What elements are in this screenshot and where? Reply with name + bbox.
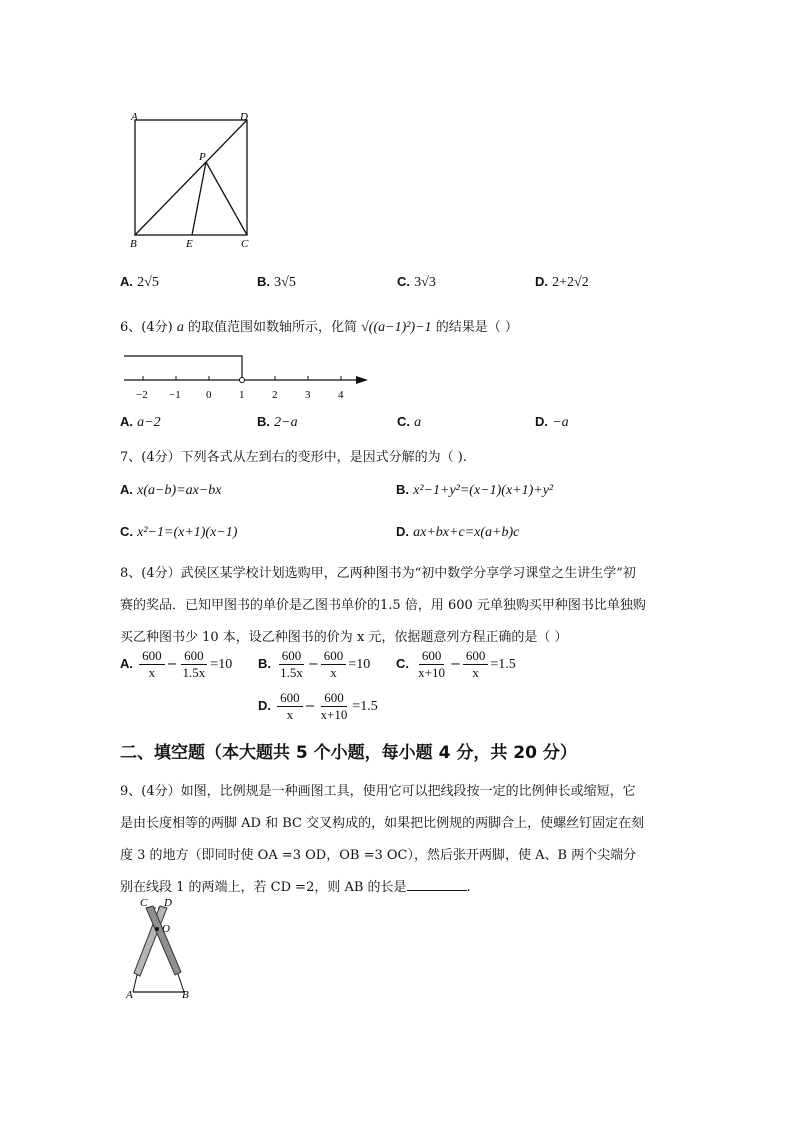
segment-pe bbox=[192, 162, 206, 235]
label-e: E bbox=[186, 238, 193, 250]
square-figure bbox=[120, 108, 270, 250]
q5-option-b[interactable]: B. 3√5 bbox=[257, 274, 296, 290]
section-title: 二、填空题（本大题共 5 个小题，每小题 4 分，共 20 分） bbox=[120, 743, 577, 763]
fraction: $\frac{600}{x}$ bbox=[463, 648, 489, 681]
number-line bbox=[120, 348, 380, 404]
fraction: $\frac{600}{x}$ bbox=[277, 690, 303, 723]
compass-figure bbox=[124, 896, 200, 1000]
q9-line2: 是由长度相等的两脚 AD 和 BC 交叉构成的，如果把比例规的两脚合上，使螺丝钉固定在刻 bbox=[120, 816, 645, 831]
tick-label: 2 bbox=[272, 389, 278, 401]
label-c: C bbox=[241, 238, 249, 250]
q8-line1: 8、(4分）武侯区某学校计划选购甲，乙两种图书为“初中数学分享学习课堂之生讲生学”初 bbox=[120, 566, 636, 581]
q6-option-d[interactable]: D. −a bbox=[535, 414, 569, 430]
answer-blank[interactable] bbox=[407, 878, 467, 891]
label-d: D bbox=[240, 111, 248, 123]
q5-option-d[interactable]: D. 2+2√2 bbox=[535, 274, 589, 290]
tick-label: 4 bbox=[338, 389, 344, 401]
q6-prefix: 6、(4分) bbox=[120, 320, 173, 335]
q7-option-d[interactable]: D. ax+bx+c=x(a+b)c bbox=[396, 524, 520, 540]
q8-option-a[interactable]: A. $\frac{600}{x}$ − $\frac{600}{1.5x}$ =10 bbox=[120, 648, 233, 680]
fraction: $\frac{600}{x}$ bbox=[321, 648, 347, 681]
q5-option-c[interactable]: C. 3√3 bbox=[397, 274, 436, 290]
q7-option-c[interactable]: C. x²−1=(x+1)(x−1) bbox=[120, 524, 238, 540]
tick-label: −2 bbox=[136, 389, 148, 401]
q9-line4: 别在线段 1 的两端上，若 CD =2，则 AB 的长是 . bbox=[120, 880, 471, 895]
label-c: C bbox=[140, 897, 148, 909]
tip-a bbox=[133, 975, 137, 992]
q6-option-c[interactable]: C. a bbox=[397, 414, 422, 430]
fraction: $\frac{600}{x+10}$ bbox=[418, 648, 445, 680]
q6-var: a bbox=[176, 320, 184, 335]
tick-label: 1 bbox=[239, 389, 245, 401]
q7-stem: 7、(4分）下列各式从左到右的变形中，是因式分解的为（ ). bbox=[120, 450, 467, 465]
diagonal-bd bbox=[135, 120, 247, 235]
tick-label: 3 bbox=[305, 389, 311, 401]
q5-option-a[interactable]: A. 2√5 bbox=[120, 274, 159, 290]
q6-option-a[interactable]: A. a−2 bbox=[120, 414, 161, 430]
segment-pc bbox=[206, 162, 247, 235]
q6-text2: 的结果是（ ） bbox=[435, 320, 518, 335]
range-bracket bbox=[124, 356, 242, 380]
q6-text1: 的取值范围如数轴所示，化简 bbox=[187, 320, 357, 335]
label-b: B bbox=[130, 238, 137, 250]
q6-option-b[interactable]: B. 2−a bbox=[257, 414, 298, 430]
q9-line1: 9、(4分）如图，比例规是一种画图工具，使用它可以把线段按一定的比例伸长或缩短，它 bbox=[120, 784, 636, 799]
open-point bbox=[240, 378, 245, 383]
label-a: A bbox=[126, 989, 133, 1000]
q6-expr: √((a−1)²)−1 bbox=[361, 320, 432, 335]
q9-line3: 度 3 的地方（即同时使 OA =3 OD，OB =3 OC），然后张开两脚，使 A、B 两个尖端分 bbox=[120, 848, 637, 863]
label-o: O bbox=[162, 923, 170, 935]
label-a: A bbox=[131, 111, 138, 123]
q8-line2: 赛的奖品．已知甲图书的单价是乙图书单价的1.5 倍，用 600 元单独购买甲种图书比单独购 bbox=[120, 598, 646, 613]
screw-o bbox=[155, 927, 159, 931]
axis-arrow bbox=[356, 376, 368, 384]
q8-option-c[interactable]: C. $\frac{600}{x+10}$ − $\frac{600}{x}$ =1.5 bbox=[396, 648, 516, 680]
label-b: B bbox=[182, 989, 189, 1000]
q8-option-d[interactable]: D. $\frac{600}{x}$ − $\frac{600}{x+10}$ =1.5 bbox=[258, 690, 378, 722]
fraction: $\frac{600}{x}$ bbox=[139, 648, 165, 681]
q8-line3: 买乙种图书少 10 本，设乙种图书的价为 x 元，依据题意列方程正确的是（ ） bbox=[120, 630, 568, 645]
q8-option-b[interactable]: B. $\frac{600}{1.5x}$ − $\frac{600}{x}$ =10 bbox=[258, 648, 371, 680]
q6-stem bbox=[120, 316, 518, 336]
q7-option-b[interactable]: B. x²−1+y²=(x−1)(x+1)+y² bbox=[396, 482, 554, 498]
q7-option-a[interactable]: A. x(a−b)=ax−bx bbox=[120, 482, 222, 498]
label-d: D bbox=[164, 897, 172, 909]
fraction: $\frac{600}{1.5x}$ bbox=[280, 648, 303, 680]
label-p: P bbox=[199, 151, 206, 163]
fraction: $\frac{600}{x+10}$ bbox=[320, 690, 348, 722]
fraction: $\frac{600}{1.5x}$ bbox=[182, 648, 206, 680]
tick-label: 0 bbox=[206, 389, 212, 401]
tick-label: −1 bbox=[169, 389, 181, 401]
